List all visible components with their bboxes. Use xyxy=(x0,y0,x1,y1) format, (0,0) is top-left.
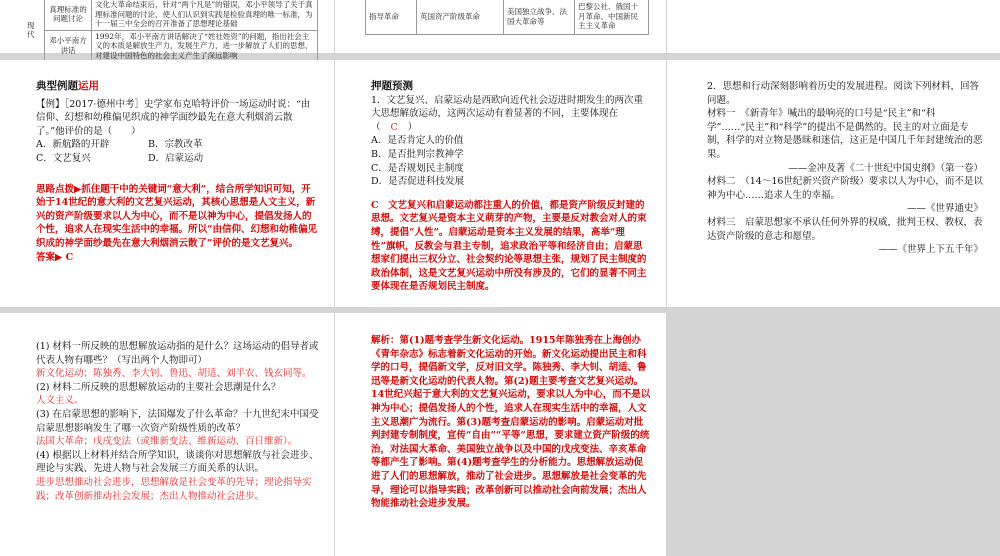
sub-answer-1: 新文化运动；陈独秀、李大钊、鲁迅、胡适、刘半农、钱玄同等。 xyxy=(36,368,312,380)
option-b: B．宗教改革 xyxy=(148,139,203,151)
slide-1 xyxy=(0,0,334,60)
option-d: D．启蒙运动 xyxy=(148,152,204,164)
section-title: 押题预测 xyxy=(371,80,413,92)
table-cell: 指导革命 xyxy=(366,0,417,35)
slide-5 xyxy=(335,60,666,307)
sub-question-1: (1) 材料一所反映的思想解放运动指的是什么？这场运动的倡导者或代表人物有哪些？（写出两个人物即可） xyxy=(36,341,319,366)
analysis-text: 解析：第(1)题考查学生新文化运动。1915年陈独秀在上海创办《青年杂志》标志着新文化运动的开始。新文化运动提出民主和科学的口号，提倡新文学，反对旧文学。陈独秀、李大钊、胡适、鲁迅等是新文化运动的代表人物。第(2)题主要考查文艺复兴运动。14世纪兴起于意大利的文艺复兴运动，要求以人为中心，而不是以神为中心；提倡发扬人的个性，追求人在现实生活中的幸福，人文主义思潮广为流行。第(3)题考查启蒙运动的影响。启蒙运动对批判封建专制制度，宣传“自由”“平等”思想，要求建立资产阶级的统治，对法国大革命、美国独立战争以及中国的戊戌变法、辛亥革命等都产生了影响。第(4)题考查学生的分析能力。思想解放运动促进了人们的思想解放，推动了社会进步。思想解放是社会变革的先导，理论可以指导实践；改革创新可以推动社会向前发展；杰出人物能推动社会进步发展。 xyxy=(371,335,651,510)
material-3: 材料三 启蒙思想家不承认任何外界的权威，批判王权、教权，表达资产阶级的意志和愿望。 xyxy=(707,216,983,242)
analysis-text: 思路点拨▶抓住题干中的关键词“意大利”，结合所学知识可知，开始于14世纪的意大利的文艺复兴运动，其核心思想是人文主义，新兴的资产阶级要求以人为中心，而不是以神为中心，提倡发扬人的个性，追求人在现实生活中的幸福。所以“由信仰、幻想和幼稚偏见织成的神学面纱最先在意大利烟消云散了”评价的是文艺复兴。 xyxy=(36,183,317,249)
section-title: 典型例题运用 xyxy=(36,80,99,92)
option-b: B．是否批判宗教神学 xyxy=(371,148,464,160)
table-cell: 美国独立战争、法国大革命等 xyxy=(504,0,575,35)
option-a: A．新航路的开辟 xyxy=(36,139,110,151)
material-1: 材料一 《新青年》喊出的最响亮的口号是“民主”和“科学”……“民主”和“科学”的提出不是偶然的。民主的对立面是专制，科学的对立物是愚昧和迷信，这正是中国几千年封建统治的恶果。 xyxy=(707,108,983,160)
era-cell: 现代 xyxy=(24,0,45,62)
slide-2 xyxy=(335,0,666,53)
slide-9-empty xyxy=(667,313,1000,556)
row-text: 1992年，邓小平南方讲话解决了“姓社姓资”的问题，指出社会主义的本质是解放生产力，发展生产力，进一步解放了人们的思想，对建设中国特色的社会主义产生了深远影响 xyxy=(92,30,318,62)
slide-7 xyxy=(0,313,334,556)
answer-text: 答案▶ C xyxy=(36,251,74,263)
question-text: 【例】［2017·德州中考］史学家布克哈特评价一场运动时说：“由信仰、幻想和幼稚偏见织成的神学面纱最先在意大利烟消云散了。”他评价的是（ ） xyxy=(36,98,311,137)
table-row xyxy=(24,30,318,62)
question-text: 1．文艺复兴、启蒙运动是西欧向近代社会迈进时期发生的两次重大思想解放运动，这两次运动有着显著的不同，主要体现在（ C ） xyxy=(371,94,644,133)
sub-answer-4: 进步思想推动社会进步，思想解放是社会变革的先导；理论指导实践；改革创新推动社会发展；杰出人物推动社会进步。 xyxy=(36,476,312,502)
material-1-source: ——金冲及著《二十世纪中国史纲》（第一卷） xyxy=(788,162,983,174)
sub-question-4: (4) 根据以上材料并结合所学知识，谈谈你对思想解放与社会进步、理论与实践、先进人物与社会发展三方面关系的认识。 xyxy=(36,449,319,475)
material-3-source: ——《世界上下五千年》 xyxy=(878,244,983,256)
table-cell: 英国资产阶级革命 xyxy=(417,0,504,35)
option-a: A．是否肯定人的价值 xyxy=(371,135,464,147)
material-2-source: ——《世界通史》 xyxy=(906,203,983,215)
material-2: 材料二 （14～16世纪新兴资产阶级）要求以人为中心，而不是以神为中心……追求人生的幸福。 xyxy=(707,176,983,201)
slide-4 xyxy=(0,60,334,307)
thought-table-fragment xyxy=(365,0,649,35)
slide-8 xyxy=(335,313,666,556)
sub-question-2: (2) 材料二所反映的思想解放运动的主要社会思潮是什么？ xyxy=(36,381,281,393)
sub-answer-2: 人文主义。 xyxy=(36,395,84,407)
row-text: 文化大革命结束后，针对“两个凡是”的错误，邓小平领导了关于真理标准问题的讨论，使人们认识到实践是检验真理的唯一标准，为十一届三中全会的召开准备了思想理论基础 xyxy=(92,0,318,30)
row-label: 真理标准的问题讨论 xyxy=(45,0,92,30)
question-answer: C xyxy=(390,121,398,133)
slide-3 xyxy=(667,0,1000,53)
table-row xyxy=(24,0,318,30)
sub-question-3: (3) 在启蒙思想的影响下，法国爆发了什么革命？十九世纪末中国受启蒙思想影响发生了哪一次资产阶级性质的改革？ xyxy=(36,408,319,434)
option-c: C．文艺复兴 xyxy=(36,152,91,164)
option-c: C．是否规划民主制度 xyxy=(371,162,464,174)
sub-answer-3: 法国大革命；戊戌变法（或维新变法、维新运动、百日维新）。 xyxy=(36,436,298,448)
row-label: 邓小平南方讲话 xyxy=(45,30,92,62)
slide-6 xyxy=(667,60,1000,307)
option-d: D．是否促进科技发展 xyxy=(371,176,465,188)
question-intro: 2．思想和行动深刻影响着历史的发展进程。阅读下列材料，回答问题。 xyxy=(707,81,980,106)
analysis-text: C 文艺复兴和启蒙运动都注重人的价值，都是资产阶级反封建的思想。文艺复兴是资本主义萌芽的产物，主要是反对教会对人的束缚，提倡“人性”。启蒙运动是资本主义发展的结果，高举“理性”旗帜，反教会与君主专制，追求政治平等和经济自由；启蒙思想家们提出三权分立、社会契约论等思想主张，规划了民主制度的政治体制，这是文艺复兴运动中所没有涉及的，它们的显著不同主要体现在是否规划民主制度。 xyxy=(371,199,647,293)
options xyxy=(36,138,318,165)
table-cell: 巴黎公社、俄国十月革命、中国新民主主义革命 xyxy=(575,0,649,35)
thought-table-modern xyxy=(24,0,318,62)
table-row xyxy=(366,0,649,35)
